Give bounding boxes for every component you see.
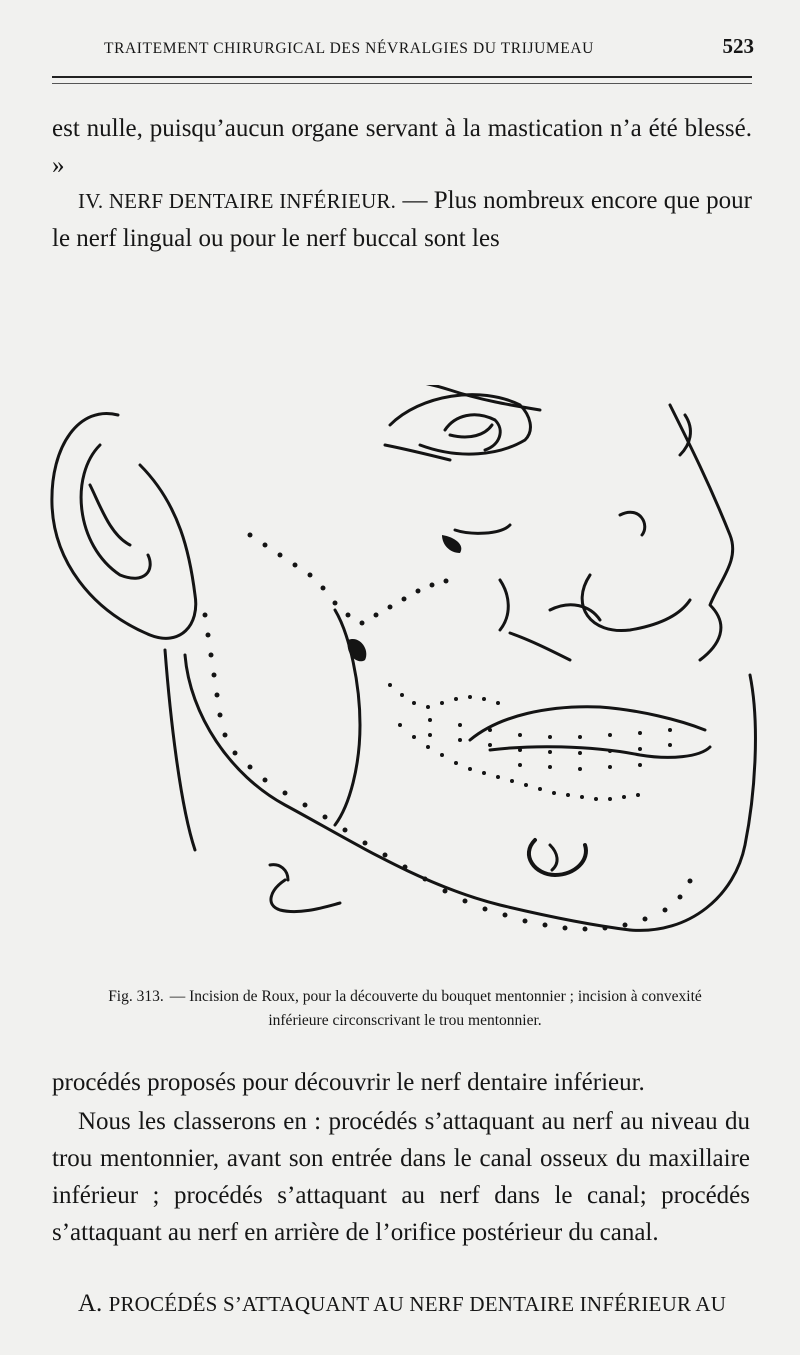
paragraph-continuation: est nulle, puisqu’aucun organe servant à la mastication n’a été blessé. » [52, 115, 752, 179]
paragraph-classification: Nous les classerons en : procédés s’attaquant au nerf au niveau du trou mentonnier, avant son entrée dans le canal osseux du maxillaire inférieur ; procédés s’attaquant au nerf dans le canal; procédés s’attaquant au nerf en arrière de l’orifice postérieur du canal. [52, 1108, 750, 1246]
dotted-teeth [388, 683, 672, 801]
subheading: PROCÉDÉS S’ATTAQUANT AU NERF DENTAIRE INFÉRIEUR AU [108, 1292, 727, 1316]
section-heading: IV. NERF DENTAIRE INFÉRIEUR. [78, 189, 397, 213]
paragraph-after-figure: procédés proposés pour découvrir le nerf dentaire inférieur. [52, 1069, 645, 1096]
face-incision-illustration [30, 385, 790, 970]
figure-caption-text: — Incision de Roux, pour la découverte du bouquet mentonnier ; incision à convexité inférieure circonscrivant le trou mentonnier. [169, 988, 702, 1029]
section-paragraph [52, 182, 752, 257]
header-rule-thin [52, 83, 752, 84]
dotted-incision-lower [263, 778, 693, 932]
figure-caption [90, 985, 720, 1033]
subheading-paragraph [52, 1285, 750, 1323]
section-text: — Plus nombreux encore que pour le nerf lingual ou pour le nerf buccal sont les [52, 187, 752, 252]
page-header [104, 34, 754, 64]
running-title: TRAITEMENT CHIRURGICAL DES NÉVRALGIES DU TRIJUMEAU [104, 40, 594, 57]
subheading-letter: A. [78, 1290, 103, 1317]
figure-label: Fig. 313. [108, 988, 164, 1005]
dotted-incision-vertical [203, 613, 253, 770]
header-rule [52, 76, 752, 78]
page-number: 523 [722, 34, 754, 58]
dotted-incision-upper [248, 533, 449, 626]
